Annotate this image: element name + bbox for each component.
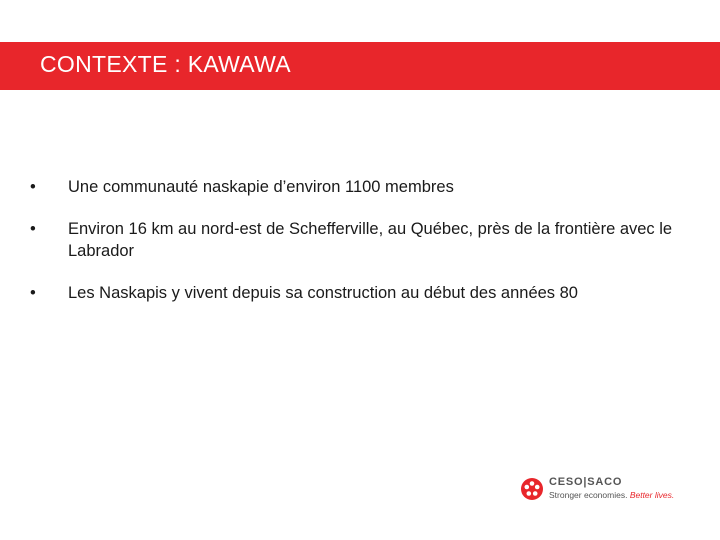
bullet-text: Environ 16 km au nord-est de Schefferville, au Québec, près de la frontière avec le Labrador (68, 220, 673, 260)
bullet-marker: • (30, 220, 36, 238)
bullet-marker: • (30, 178, 36, 196)
ceso-saco-logo-icon (520, 477, 544, 501)
logo-tagline (549, 490, 674, 500)
bullet-marker: • (30, 284, 36, 302)
slide-title: CONTEXTE : KAWAWA (40, 51, 291, 77)
logo-tagline-text: Stronger economies. (549, 490, 628, 500)
logo-tagline-accent: Better lives. (629, 490, 675, 500)
bullet-text: Les Naskapis y vivent depuis sa construction au début des années 80 (68, 284, 578, 302)
ceso-saco-logo (520, 475, 680, 505)
logo-brand: CESO|SACO (549, 476, 623, 488)
bullet-item (30, 176, 690, 198)
bullet-list (30, 176, 690, 304)
title-bar (0, 42, 720, 90)
bullet-item (30, 218, 690, 262)
bullet-text: Une communauté naskapie d’environ 1100 membres (68, 178, 454, 196)
bullet-item (30, 282, 690, 304)
